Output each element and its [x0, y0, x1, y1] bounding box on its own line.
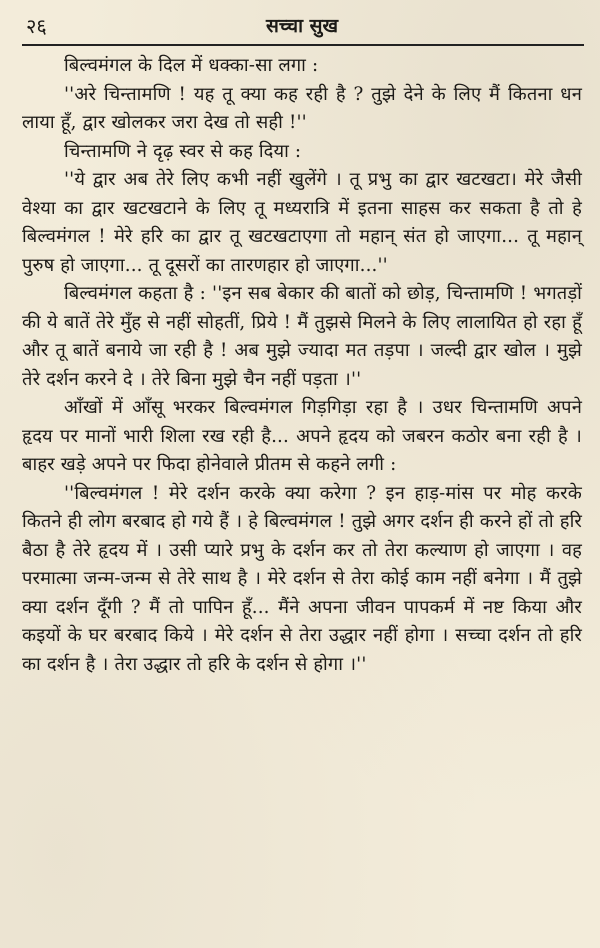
- running-title: सच्चा सुख: [266, 15, 338, 37]
- paragraph: ''बिल्वमंगल ! मेरे दर्शन करके क्या करेगा ? इन हाड़-मांस पर मोह करके कितने ही लोग बरबाद हो गये हैं । हे बिल्वमंगल ! तुझे अगर दर्शन ही करने हों तो हरि बैठा है तेरे हृदय में । उसी प्यारे प्रभु के दर्शन कर तो तेरा कल्याण हो जाएगा । वह परमात्मा जन्म-जन्म से तेरे साथ है । मेरे दर्शन से तेरा कोई काम नहीं बनेगा । मैं तुझे क्या दर्शन दूँगी ? मैं तो पापिन हूँ... मैंने अपना जीवन पापकर्म में नष्ट किया और कइयों के घर बरबाद किये । मेरे दर्शन से तेरा उद्धार नहीं होगा । सच्चा दर्शन तो हरि का दर्शन है । तेरा उद्धार तो हरि के दर्शन से होगा ।'': [22, 482, 583, 675]
- paragraph: ''ये द्वार अब तेरे लिए कभी नहीं खुलेंगे । तू प्रभु का द्वार खटखटा। मेरे जैसी वेश्या का द्वार खटखटाने के लिए तू मध्यरात्रि में इतना साहस कर सकता है तो हे बिल्वमंगल ! मेरे हरि का द्वार तू खटखटाएगा तो महान् संत हो जाएगा... तू महान् पुरुष हो जाएगा... तू दूसरों का तारणहार हो जाएगा...'': [22, 169, 582, 276]
- page-number: २६: [26, 14, 47, 38]
- paragraph: आँखों में आँसू भरकर बिल्वमंगल गिड़गिड़ा रहा है । उधर चिन्तामणि अपने हृदय पर मानों भारी शिला रख रही है... अपने हृदय को जबरन कठोर बना रही है । बाहर खड़े अपने पर फिदा होनेवाले प्रीतम से कहने लगी :: [22, 397, 582, 475]
- paragraph: ''अरे चिन्तामणि ! यह तू क्या कह रही है ? तुझे देने के लिए मैं कितना धन लाया हूँ, द्वार खोलकर जरा देख तो सही !'': [22, 83, 582, 133]
- paragraph: बिल्वमंगल के दिल में धक्का-सा लगा :: [64, 55, 319, 76]
- paragraph: बिल्वमंगल कहता है : ''इन सब बेकार की बातों को छोड़, चिन्तामणि ! भगतड़ों की ये बातें तेरे मुँह से नहीं सोहतीं, प्रिये ! मैं तुझसे मिलने के लिए लालायित हो रहा हूँ और तू बातें बनाये जा रही है ! अब मुझे ज्यादा मत तड़पा । जल्दी द्वार खोल । मुझे तेरे दर्शन करने दे । तेरे बिना मुझे चैन नहीं पड़ता ।'': [22, 283, 582, 390]
- page-header: [22, 8, 582, 42]
- body-text: [22, 52, 582, 679]
- paragraph: चिन्तामणि ने दृढ़ स्वर से कह दिया :: [64, 140, 302, 162]
- header-rule: [22, 44, 584, 46]
